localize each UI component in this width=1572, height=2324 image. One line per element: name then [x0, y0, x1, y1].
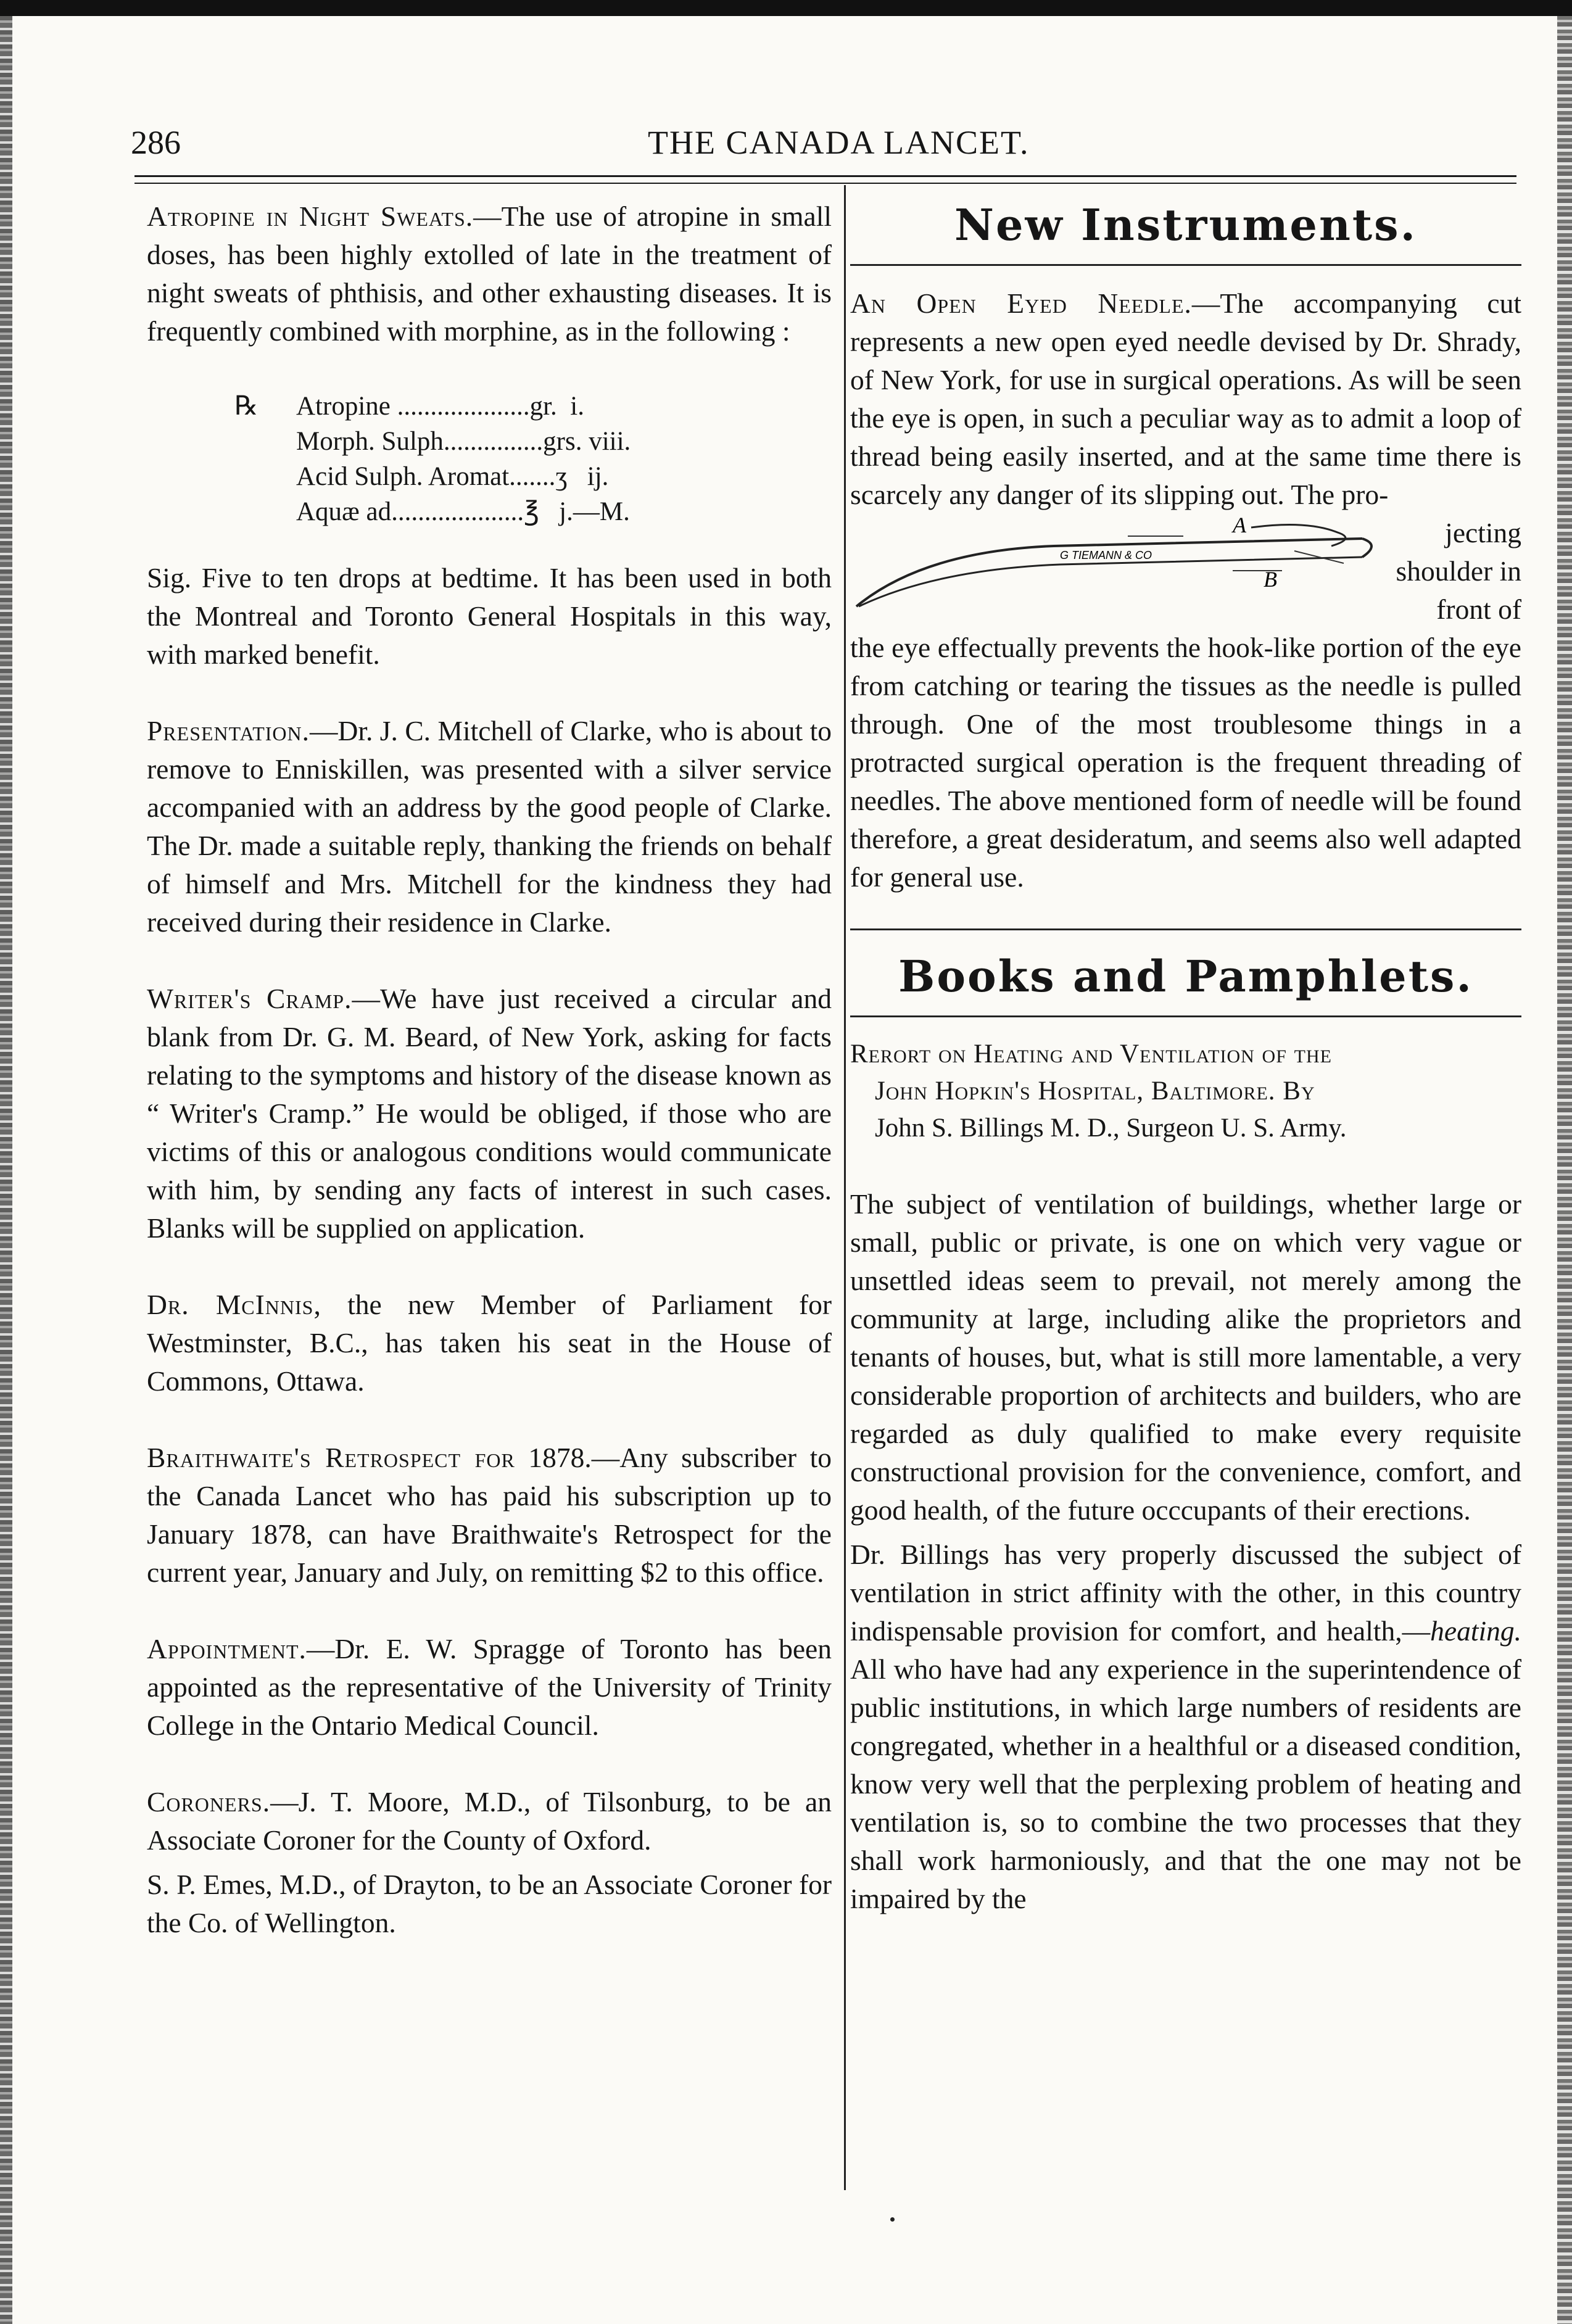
scan-edge-left [0, 16, 12, 2324]
needle-text: —The accompanying cut represents a new open eyed needle devised by Dr. Shrady, of New York, for use in surgical operations. As will be seen the eye is open, in such a peculiar way as to admit a loop of thread being easily inserted, and at the same time there is scarcely any danger of its slipping out. The pro- [850, 287, 1522, 510]
right-column [850, 197, 1521, 1918]
needle-paragraph [850, 284, 1521, 514]
coroners-text: —J. T. Moore, M.D., of Tilsonburg, to be an Associate Coroner for the County of Oxford. [147, 1786, 832, 1856]
coroners-lead: Coroners. [147, 1786, 271, 1817]
scan-edge-right [1557, 16, 1572, 2324]
needle-lead: An Open Eyed Needle. [850, 287, 1192, 319]
braithwaite-paragraph [147, 1439, 832, 1592]
report-title [850, 1036, 1521, 1147]
figure-label-b: B [1264, 567, 1277, 592]
books-heading: Books and Pamphlets. [898, 951, 1473, 1002]
left-column [147, 197, 832, 1980]
books-rule-bottom [850, 1015, 1521, 1017]
prescription-line: Morph. Sulph...............grs. viii. [296, 427, 631, 456]
needle-continued: the eye effectually prevents the hook-like portion of the eye from catching or tearing the tissues as the needle is pulled through. One of the most troublesome things in a protracted surgical operation is the frequent threading of needles. The above mentioned form of needle will be found therefore, a great desideratum, and seems also well adapted for general use. [850, 632, 1521, 893]
sig-paragraph: Sig. Five to ten drops at bedtime. It has been used in both the Montreal and Toronto General Hospitals in this way, with marked benefit. [147, 562, 832, 670]
report-paragraph-2-end: All who have had any experience in the superintendence of public institutions, in which large numbers of residents are congregated, whether in a healthful or a diseased condition, know very well that the perplexing problem of heating and ventilation is, so to combine the two processes that they shall work harmoniously, and that the one may not be impaired by the [850, 1653, 1521, 1914]
report-paragraph-1: The subject of ventilation of buildings, whether large or small, public or private, is one on which very vague or unsettled ideas seem to prevail, not merely among the community at large, including alike the proprietors and tenants of houses, but, what is still more lamentable, a very considerable proportion of architects and builders, who are regarded as duly qualified to make every requisite constructional provision for the convenience, comfort, and good health, of the future occcupants of their erections. [850, 1188, 1521, 1526]
writers-cramp-lead: Writer's Cramp. [147, 983, 352, 1014]
prescription-line: Acid Sulph. Aromat.......ʒ ij. [296, 462, 609, 491]
header-rule-top [134, 175, 1516, 177]
atropine-paragraph [147, 197, 832, 350]
prescription [234, 389, 832, 529]
presentation-lead: Presentation. [147, 715, 310, 746]
report-paragraph-2 [850, 1536, 1521, 1918]
books-rule-top [850, 928, 1521, 930]
prescription-sign: ℞ [234, 392, 259, 421]
emes-paragraph: S. P. Emes, M.D., of Drayton, to be an Associate Coroner for the Co. of Wellington. [147, 1869, 832, 1938]
page-number: 286 [131, 124, 181, 161]
needle-illustration [850, 514, 1393, 619]
presentation-text: —Dr. J. C. Mitchell of Clarke, who is about to remove to Enniskillen, was presented with a silver service accompanied with an address by the good people of Clarke. The Dr. made a suitable reply, thanking the friends on behalf of himself and Mrs. Mitchell for the kindness they had received during their residence in Clarke. [147, 715, 832, 938]
braithwaite-text: 1878.—Any subscriber to the Canada Lancet who has paid his subscription up to January 1878, can have Braithwaite's Retrospect for the current year, January and July, on remitting $2 to this office. [147, 1442, 832, 1588]
figure-side-text: jecting shoulder in front of [1396, 517, 1521, 625]
needle-figure [850, 514, 1521, 629]
atropine-lead: Atropine in Night Sweats. [147, 201, 474, 232]
writers-cramp-paragraph [147, 980, 832, 1247]
stray-ink-dot [890, 2217, 895, 2222]
report-paragraph-2-start: Dr. Billings has very properly discussed the subject of ventilation in strict affinity with the other, in this country indispensable provision for comfort, and health,— [850, 1539, 1521, 1647]
prescription-line: Aquæ ad....................℥ j.—M. [296, 497, 630, 526]
report-title-line: John S. Billings M. D., Surgeon U. S. Army. [875, 1114, 1347, 1143]
coroners-paragraph [147, 1783, 832, 1859]
appointment-paragraph [147, 1630, 832, 1745]
braithwaite-lead: Braithwaite's Retrospect for [147, 1442, 515, 1473]
mcinnis-text: the new Member of Parliament for Westminster, B.C., has taken his seat in the House of Commons, Ottawa. [147, 1289, 832, 1397]
mcinnis-paragraph [147, 1286, 832, 1400]
scan-edge-top [0, 0, 1572, 16]
header-rule-bottom [134, 183, 1516, 184]
report-title-line: John Hopkin's Hospital, Baltimore. By [875, 1077, 1315, 1106]
new-instruments-heading: New Instruments. [954, 199, 1417, 250]
atropine-text: —The use of atropine in small doses, has been highly extolled of late in the treatment of night sweats of phthisis, and other exhausting diseases. It is frequently combined with morphine, as in the following : [147, 201, 832, 347]
figure-maker-label: G TIEMANN & CO [1060, 549, 1152, 561]
writers-cramp-text: —We have just received a circular and blank from Dr. G. M. Beard, of New York, asking for facts relating to the symptoms and history of the disease known as “ Writer's Cramp.” He would be obliged, if those who are victims of this or analogous conditions would communicate with him, by sending any facts of interest in such cases. Blanks will be supplied on application. [147, 983, 832, 1244]
prescription-line: Atropine ....................gr. i. [296, 392, 584, 421]
report-title-line: Rerort on Heating and Ventilation of the [850, 1040, 1332, 1069]
running-head: THE CANADA LANCET. [648, 124, 1030, 161]
column-divider [844, 185, 846, 2190]
appointment-text: —Dr. E. W. Spragge of Toronto has been appointed as the representative of the University of Trinity College in the Ontario Medical Council. [147, 1633, 832, 1741]
presentation-paragraph [147, 712, 832, 941]
report-paragraph-2-italic: heating. [1430, 1615, 1521, 1647]
figure-label-a: A [1233, 514, 1246, 537]
new-instruments-rule [850, 264, 1521, 266]
appointment-lead: Appointment. [147, 1633, 307, 1664]
mcinnis-lead: Dr. McInnis, [147, 1289, 321, 1320]
